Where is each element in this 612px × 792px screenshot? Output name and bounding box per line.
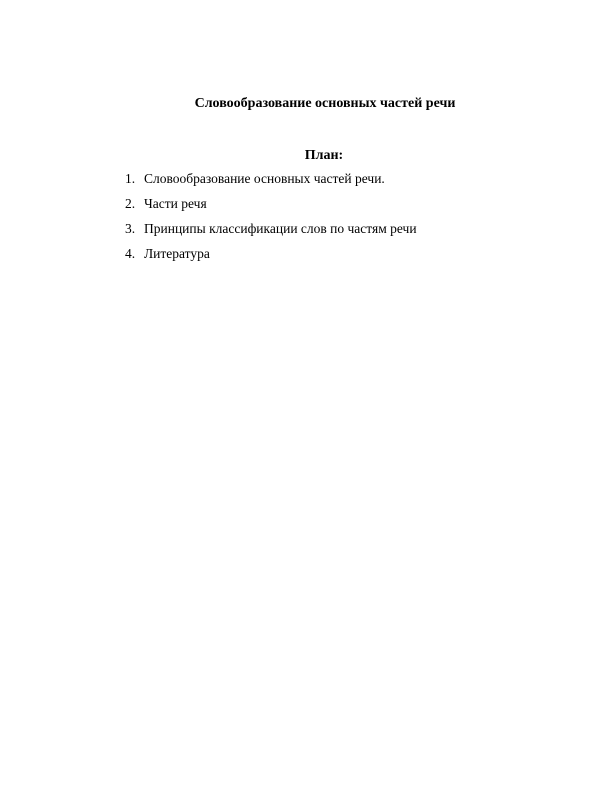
plan-item-number: 4. — [125, 246, 136, 261]
plan-item — [125, 170, 417, 195]
plan-item — [125, 195, 417, 220]
plan-item-number: 3. — [125, 221, 136, 236]
plan-item-number: 2. — [125, 196, 136, 211]
plan-item-text: Словообразование основных частей речи. — [144, 171, 385, 186]
plan-item-text: Части речя — [144, 196, 207, 211]
plan-item — [125, 245, 417, 270]
plan-item-text: Литература — [144, 246, 210, 261]
plan-item — [125, 220, 417, 245]
plan-heading: План: — [304, 148, 344, 163]
document-title: Словообразование основных частей речи — [194, 96, 456, 111]
plan-item-number: 1. — [125, 171, 136, 186]
plan-item-text: Принципы классификации слов по частям речи — [144, 221, 417, 236]
plan-list — [125, 170, 417, 270]
